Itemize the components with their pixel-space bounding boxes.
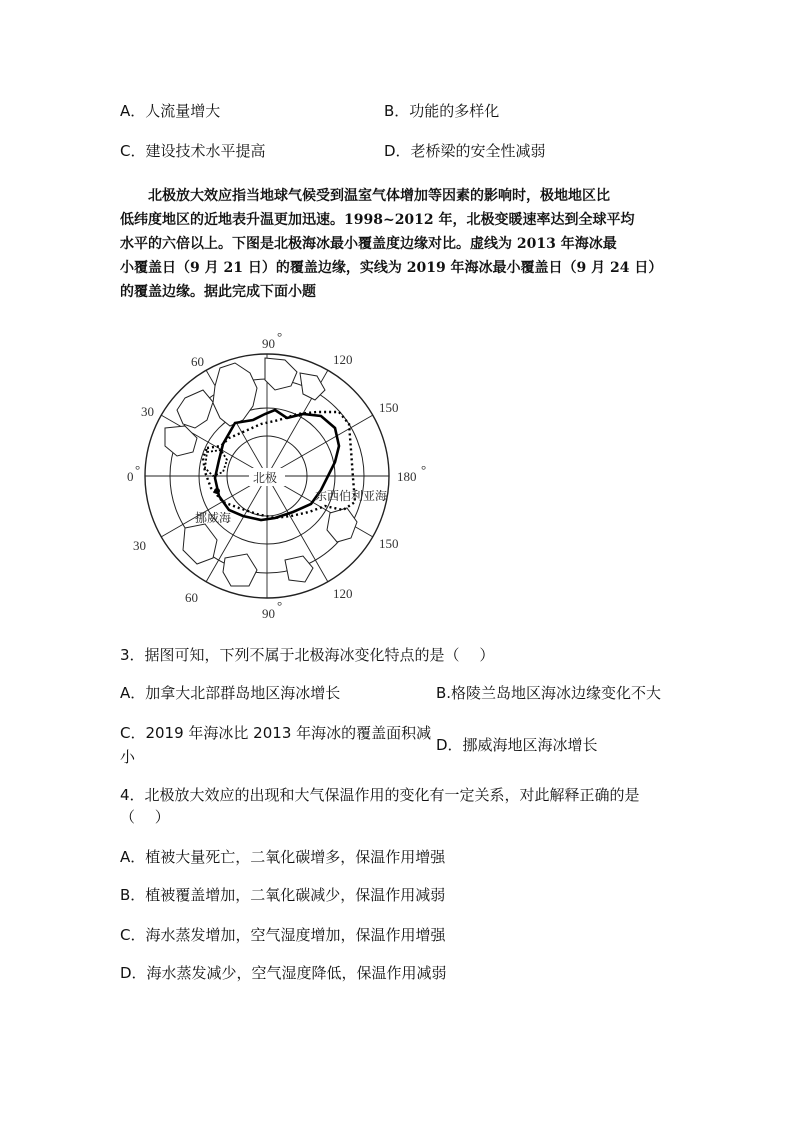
q3-option-c-line2[interactable]: 小 (120, 748, 136, 766)
passage-line: 低纬度地区的近地表升温更加迅速。1998~2012 年，北极变暖速率达到全球平均 (120, 212, 635, 228)
passage-line: 水平的六倍以上。下图是北极海冰最小覆盖度边缘对比。虚线为 2013 年海冰最 (120, 236, 617, 252)
passage (120, 184, 680, 304)
q4-stem-line1: 4．北极放大效应的出现和大气保温作用的变化有一定关系，对此解释正确的是 (120, 786, 640, 804)
degree-mark: ° (421, 462, 427, 477)
option-d-prev: D．老桥梁的安全性减弱 (384, 142, 546, 160)
lon-label-30-ul: 30 (141, 404, 154, 419)
option-c-prev: C．建设技术水平提高 (120, 142, 266, 160)
q4-option-a[interactable]: A．植被大量死亡，二氧化碳增多，保温作用增强 (120, 848, 446, 866)
option-a-prev: A．人流量增大 (120, 102, 221, 120)
lon-label-bottom: 90 (262, 606, 275, 621)
lon-label-150-lr: 150 (379, 536, 399, 551)
passage-line: 的覆盖边缘。据此完成下面小题 (120, 284, 316, 300)
option-b-prev: B．功能的多样化 (384, 102, 500, 120)
degree-mark: ° (135, 462, 141, 477)
passage-line: 小覆盖日（9 月 21 日）的覆盖边缘，实线为 2019 年海冰最小覆盖日（9 月 24 日） (120, 260, 663, 276)
norwegian-sea-label: 挪威海 (195, 511, 232, 525)
lon-label-top: 90 (262, 336, 275, 351)
north-pole-label: 北极 (253, 471, 278, 485)
passage-line: 北极放大效应指当地球气候受到温室气体增加等因素的影响时，极地地区比 (148, 188, 610, 204)
lon-label-120-lr: 120 (333, 586, 353, 601)
lon-label-30-ll: 30 (133, 538, 146, 553)
q3-option-c-line1[interactable]: C．2019 年海冰比 2013 年海冰的覆盖面积减 (120, 724, 432, 742)
lon-label-120-ur: 120 (333, 352, 353, 367)
degree-mark: ° (277, 598, 283, 613)
q3-stem: 3．据图可知，下列不属于北极海冰变化特点的是（ ） (120, 646, 495, 664)
q4-stem-line2: （ ） (120, 808, 170, 826)
lon-label-60-ll: 60 (185, 590, 198, 605)
arctic-sea-ice-map (125, 328, 435, 628)
ice-edge-2019-solid (215, 410, 339, 520)
lon-label-150-ur: 150 (379, 400, 399, 415)
q4-option-b[interactable]: B．植被覆盖增加，二氧化碳减少，保温作用减弱 (120, 886, 446, 904)
lon-label-left: 0 (127, 469, 134, 484)
q4-option-d[interactable]: D．海水蒸发减少，空气湿度降低，保温作用减弱 (120, 964, 447, 982)
degree-mark: ° (277, 329, 283, 344)
q3-option-b[interactable]: B.格陵兰岛地区海冰边缘变化不大 (436, 684, 662, 702)
q4-option-c[interactable]: C．海水蒸发增加，空气湿度增加，保温作用增强 (120, 926, 446, 944)
lon-label-60-ul: 60 (191, 354, 204, 369)
q3-option-a[interactable]: A．加拿大北部群岛地区海冰增长 (120, 684, 341, 702)
lon-label-right: 180 (397, 469, 417, 484)
q3-option-d[interactable]: D．挪威海地区海冰增长 (436, 736, 598, 754)
svalbard-dot (214, 488, 220, 494)
east-siberian-sea-label: 东西伯利亚海 (315, 489, 388, 503)
